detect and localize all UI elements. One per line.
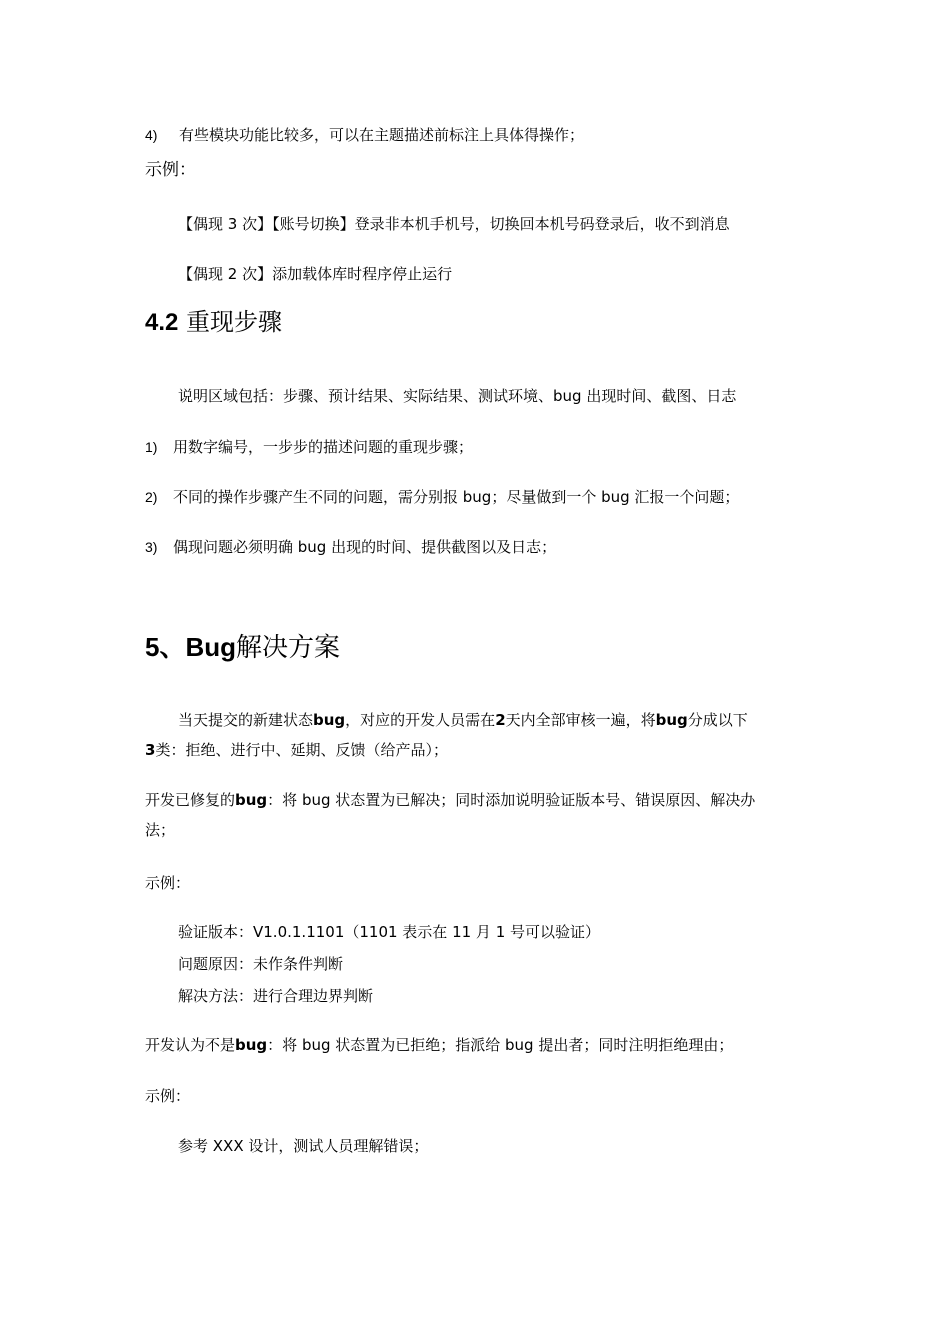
bold-run: bug [313, 711, 346, 729]
text-run: 开发已修复的 [145, 791, 236, 809]
bold-run: bug [235, 791, 268, 809]
repro-intro: 说明区域包括：步骤、预计结果、实际结果、测试环境、bug 出现时间、截图、日志 [178, 387, 737, 405]
list-text: 偶现问题必须明确 bug 出现的时间、提供截图以及日志； [173, 538, 557, 556]
bold-run: bug [655, 711, 688, 729]
section-number: 5、Bug [145, 632, 237, 662]
paragraph-line: 法； [145, 821, 176, 839]
example-line: 【偶现 3 次】【账号切换】登录非本机手机号，切换回本机号码登录后，收不到消息 [178, 215, 730, 233]
example-label: 示例： [145, 1087, 191, 1105]
list-number: 2) [145, 489, 158, 505]
text-run: ，对应的开发人员需在 [345, 711, 496, 729]
list-text: 用数字编号，一步步的描述问题的重现步骤； [173, 438, 474, 456]
bold-run: 2 [495, 711, 506, 729]
list-number: 3) [145, 539, 158, 555]
text-run: 开发认为不是 [145, 1036, 236, 1054]
list-item [145, 437, 473, 457]
fix-example-line: 解决方法：进行合理边界判断 [178, 987, 374, 1005]
reject-example: 参考 XXX 设计，测试人员理解错误； [178, 1137, 429, 1155]
text-run: ：将 bug 状态置为已拒绝；指派给 bug 提出者；同时注明拒绝理由； [267, 1036, 734, 1054]
section-number: 4.2 [145, 309, 179, 336]
example-line: 【偶现 2 次】添加载体库时程序停止运行 [178, 265, 453, 283]
text-run: 天内全部审核一遍，将 [505, 711, 656, 729]
fix-example-line: 验证版本：V1.0.1.1101（1101 表示在 11 月 1 号可以验证） [178, 923, 601, 941]
text-run: 分成以下 [687, 711, 748, 729]
text-run: ：将 bug 状态置为已解决；同时添加说明验证版本号、错误原因、解决办 [267, 791, 756, 809]
list-number: 4) [145, 127, 158, 143]
list-text: 有些模块功能比较多，可以在主题描述前标注上具体得操作； [179, 126, 585, 144]
text-run: 当天提交的新建状态 [178, 711, 314, 729]
paragraph-line [145, 740, 448, 760]
paragraph-line [178, 710, 748, 730]
list-item-4 [145, 125, 584, 145]
list-item [145, 537, 556, 557]
list-text: 不同的操作步骤产生不同的问题，需分别报 bug；尽量做到一个 bug 汇报一个问题； [173, 488, 740, 506]
section-heading-5 [145, 631, 340, 664]
list-item [145, 487, 739, 507]
fix-example-line: 问题原因：未作条件判断 [178, 955, 344, 973]
paragraph-line [145, 1035, 733, 1055]
section-title: 解决方案 [236, 633, 341, 663]
text-run: 类：拒绝、进行中、延期、反馈（给产品）； [155, 741, 448, 759]
example-label: 示例： [145, 160, 196, 180]
section-title: 重现步骤 [186, 308, 283, 336]
bold-run: 3 [145, 741, 156, 759]
section-heading-4-2 [145, 307, 282, 338]
bold-run: bug [235, 1036, 268, 1054]
paragraph-line [145, 790, 755, 810]
list-number: 1) [145, 439, 158, 455]
example-label: 示例： [145, 874, 191, 892]
